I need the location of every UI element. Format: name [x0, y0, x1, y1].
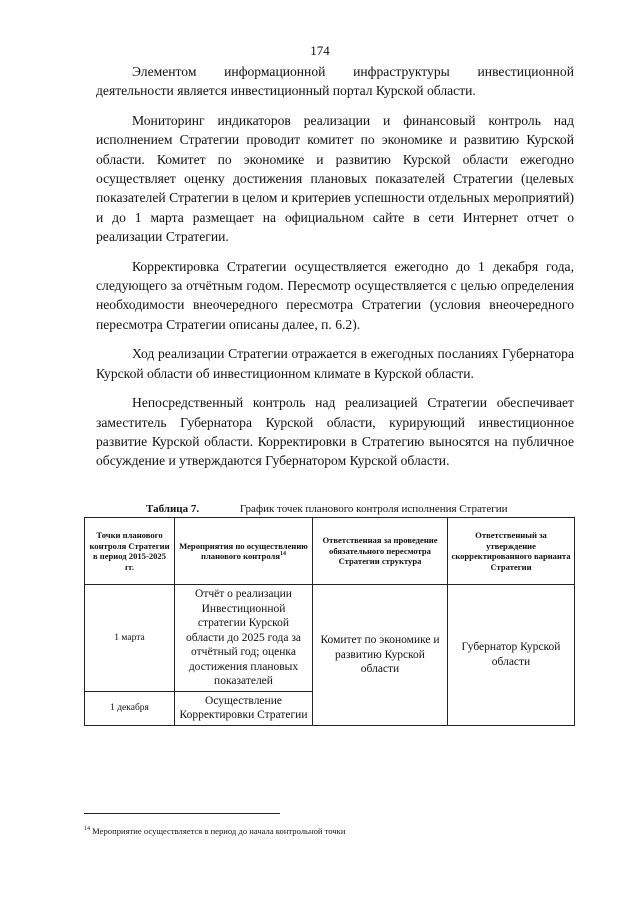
header-activities: [175, 518, 313, 585]
header-responsible-review: Ответственная за проведение обязательного пересмотра Стратегии структура: [313, 518, 448, 585]
footnote-divider: [84, 813, 280, 814]
paragraph: Ход реализации Стратегии отражается в ежегодных посланиях Губернатора Курской области об инвестиционном климате в Курской области.: [96, 346, 574, 381]
table-caption: [146, 503, 508, 515]
footnote-text: Мероприятие осуществляется в период до начала контрольной точки: [92, 826, 346, 836]
control-points-table: [84, 517, 575, 726]
table-row: [85, 585, 575, 692]
footnote-marker: 14: [279, 551, 286, 558]
cell-responsible-review: Комитет по экономике и развитию Курской области: [313, 585, 448, 726]
paragraph: Мониторинг индикаторов реализации и финансовый контроль над исполнением Стратегии проводит комитет по экономике и развитию Курской области. Комитет по экономике и развитию Курской области ежегодно осуществляет оценку достижения плановых показателей Стратегии (целевых показателей Стратегии в целом и критериев успешности отдельных мероприятий) и до 1 марта размещает на официальном сайте в сети Интернет отчет о реализации Стратегии.: [96, 112, 574, 245]
header-responsible-approval: Ответственный за утверждение скорректированного варианта Стратегии: [448, 518, 575, 585]
cell-control-point: 1 марта: [85, 585, 175, 692]
cell-activity: Отчёт о реализации Инвестиционной стратегии Курской области до 2025 года за отчётный год; оценка достижения плановых показателей: [175, 585, 313, 692]
table-caption-title: График точек планового контроля исполнения Стратегии: [239, 503, 508, 515]
cell-responsible-approval: Губернатор Курской области: [448, 585, 575, 726]
page-number: 174: [310, 43, 330, 58]
paragraph: Корректировка Стратегии осуществляется ежегодно до 1 декабря года, следующего за отчётным годом. Пересмотр осуществляется с целью определения необходимости внеочередного пересмотра Стратегии (условия внеочередного пересмотра Стратегии описаны далее, п. 6.2).: [96, 258, 574, 332]
body-text: [96, 62, 574, 481]
paragraph: Элементом информационной инфраструктуры инвестиционной деятельности является инвестиционный портал Курской области.: [96, 64, 574, 99]
paragraph: Непосредственный контроль над реализацией Стратегии обеспечивает заместитель Губернатора Курской области, курирующий инвестиционное развитие Курской области. Корректировки в Стратегию выносятся на публичное обсуждение и утверждаются Губернатором Курской области.: [96, 395, 574, 469]
header-activities-label: Мероприятия по осуществлению планового контроля: [179, 540, 308, 561]
cell-control-point: 1 декабря: [85, 691, 175, 725]
footnote-mark: 14: [84, 826, 90, 833]
header-control-points: Точки планового контроля Стратегии в период 2015-2025 гг.: [85, 518, 175, 585]
table-caption-number: Таблица 7.: [146, 503, 200, 515]
table-header-row: [85, 518, 575, 585]
footnote: [84, 826, 345, 836]
cell-activity: Осуществление Корректировки Стратегии: [175, 691, 313, 725]
